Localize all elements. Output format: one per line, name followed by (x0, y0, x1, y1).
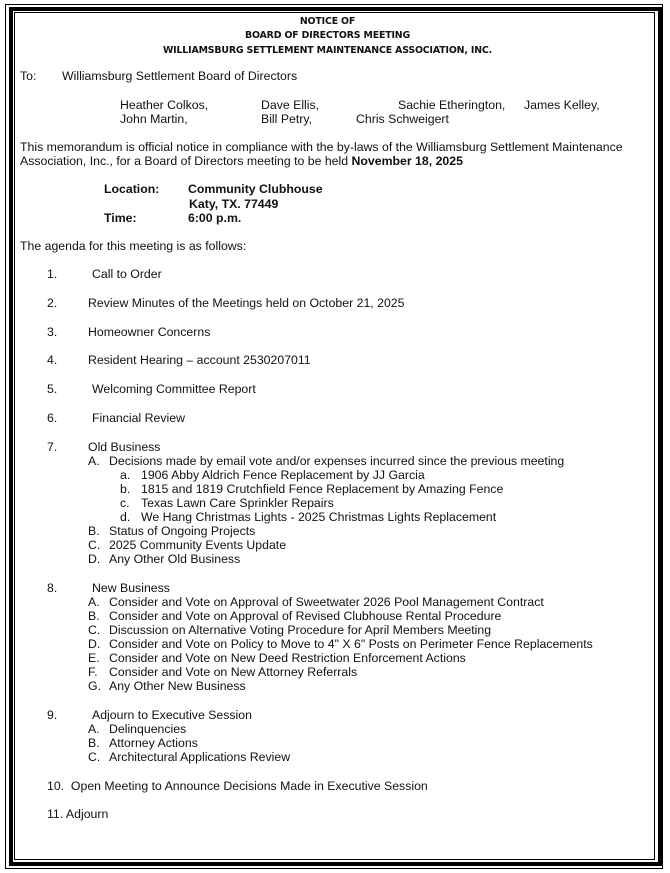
memo-line-2 (20, 154, 463, 168)
agenda-item-text: Resident Hearing – account 2530207011 (88, 353, 311, 367)
agenda-item-text: Homeowner Concerns (88, 325, 211, 339)
agenda-item-text: Financial Review (92, 411, 185, 425)
agenda-item-open-meeting: 10. Open Meeting to Announce Decisions Made in Executive Session (47, 779, 428, 793)
location-value-line-1: Community Clubhouse (188, 182, 323, 196)
sub-sub-item-text: We Hang Christmas Lights - 2025 Christmas Lights Replacement (141, 510, 497, 524)
sub-item-letter: E. (88, 651, 100, 665)
sub-sub-item-text: 1906 Abby Aldrich Fence Replacement by JJ Garcia (141, 468, 425, 482)
sub-item-text: Delinquencies (109, 722, 187, 736)
sub-item-text: Status of Ongoing Projects (109, 524, 256, 538)
agenda-item-number: 8. (47, 581, 58, 595)
agenda-item-number: 3. (47, 325, 58, 339)
board-member-name: Chris Schweigert (356, 112, 449, 126)
sub-item-letter: A. (88, 454, 100, 468)
sub-item-letter: B. (88, 524, 100, 538)
agenda-item-number: 9. (47, 708, 58, 722)
agenda-item-number: 6. (47, 411, 58, 425)
sub-sub-item-text: 1815 and 1819 Crutchfield Fence Replacement by Amazing Fence (141, 482, 504, 496)
agenda-intro: The agenda for this meeting is as follows: (20, 239, 247, 253)
header-line-1: NOTICE OF (299, 16, 356, 27)
sub-item-text: Consider and Vote on New Attorney Referrals (109, 665, 358, 679)
sub-item-text: Consider and Vote on Policy to Move to 4" X 6" Posts on Perimeter Fence Replacements (109, 637, 593, 651)
agenda-item-number: 5. (47, 382, 58, 396)
sub-item-letter: C. (88, 538, 101, 552)
time-value: 6:00 p.m. (188, 211, 242, 225)
sub-item-letter: G. (88, 679, 101, 693)
agenda-item-text: Review Minutes of the Meetings held on October 21, 2025 (88, 296, 405, 310)
sub-item-letter: C. (88, 750, 101, 764)
agenda-item-text: Adjourn to Executive Session (92, 708, 252, 722)
to-label: To: (20, 69, 37, 83)
meeting-date: November 18, 2025 (351, 154, 463, 168)
location-label: Location: (104, 182, 160, 196)
agenda-item-number: 1. (47, 267, 58, 281)
sub-item-text: 2025 Community Events Update (109, 538, 287, 552)
sub-item-letter: A. (88, 722, 100, 736)
sub-item-text: Decisions made by email vote and/or expenses incurred since the previous meeting (109, 454, 565, 468)
sub-item-letter: A. (88, 595, 100, 609)
board-member-name: Sachie Etherington, (398, 98, 506, 112)
sub-sub-item-letter: d. (120, 510, 131, 524)
agenda-item-number: 4. (47, 353, 58, 367)
board-member-name: James Kelley, (524, 98, 600, 112)
sub-item-letter: B. (88, 609, 100, 623)
sub-item-letter: D. (88, 552, 101, 566)
location-value-line-2: Katy, TX. 77449 (189, 197, 279, 211)
board-member-name: Bill Petry, (261, 112, 313, 126)
sub-item-text: Any Other Old Business (109, 552, 241, 566)
header-line-3: WILLIAMSBURG SETTLEMENT MAINTENANCE ASSOCIATION, INC. (162, 45, 493, 56)
sub-item-text: Discussion on Alternative Voting Procedure for April Members Meeting (109, 623, 492, 637)
agenda-item-text: Call to Order (92, 267, 162, 281)
board-member-name: Dave Ellis, (261, 98, 320, 112)
sub-sub-item-letter: b. (120, 482, 131, 496)
agenda-item-text: Old Business (88, 440, 161, 454)
sub-item-text: Consider and Vote on Approval of Revised Clubhouse Rental Procedure (109, 609, 502, 623)
sub-item-text: Any Other New Business (109, 679, 246, 693)
sub-item-letter: C. (88, 623, 101, 637)
sub-item-text: Architectural Applications Review (109, 750, 291, 764)
agenda-item-number: 2. (47, 296, 58, 310)
header-line-2: BOARD OF DIRECTORS MEETING (244, 30, 411, 41)
sub-item-letter: D. (88, 637, 101, 651)
agenda-item-number: 7. (47, 440, 58, 454)
memo-line-1: This memorandum is official notice in compliance with the by-laws of the Williamsburg Settlement Maintenance (20, 140, 623, 154)
sub-sub-item-text: Texas Lawn Care Sprinkler Repairs (141, 496, 334, 510)
sub-item-letter: F. (88, 665, 98, 679)
sub-item-text: Consider and Vote on Approval of Sweetwater 2026 Pool Management Contract (109, 595, 544, 609)
to-recipient: Williamsburg Settlement Board of Directors (62, 69, 298, 83)
board-member-name: Heather Colkos, (120, 98, 209, 112)
sub-sub-item-letter: a. (120, 468, 131, 482)
memo-line-2-text: Association, Inc., for a Board of Directors meeting to be held (20, 154, 352, 168)
sub-item-text: Consider and Vote on New Deed Restriction Enforcement Actions (109, 651, 466, 665)
sub-item-letter: B. (88, 736, 100, 750)
agenda-item-text: Welcoming Committee Report (92, 382, 256, 396)
agenda-item-adjourn: 11. Adjourn (47, 807, 109, 821)
sub-sub-item-letter: c. (120, 496, 130, 510)
agenda-item-text: New Business (92, 581, 170, 595)
sub-item-text: Attorney Actions (109, 736, 198, 750)
time-label: Time: (104, 211, 137, 225)
board-member-name: John Martin, (120, 112, 188, 126)
